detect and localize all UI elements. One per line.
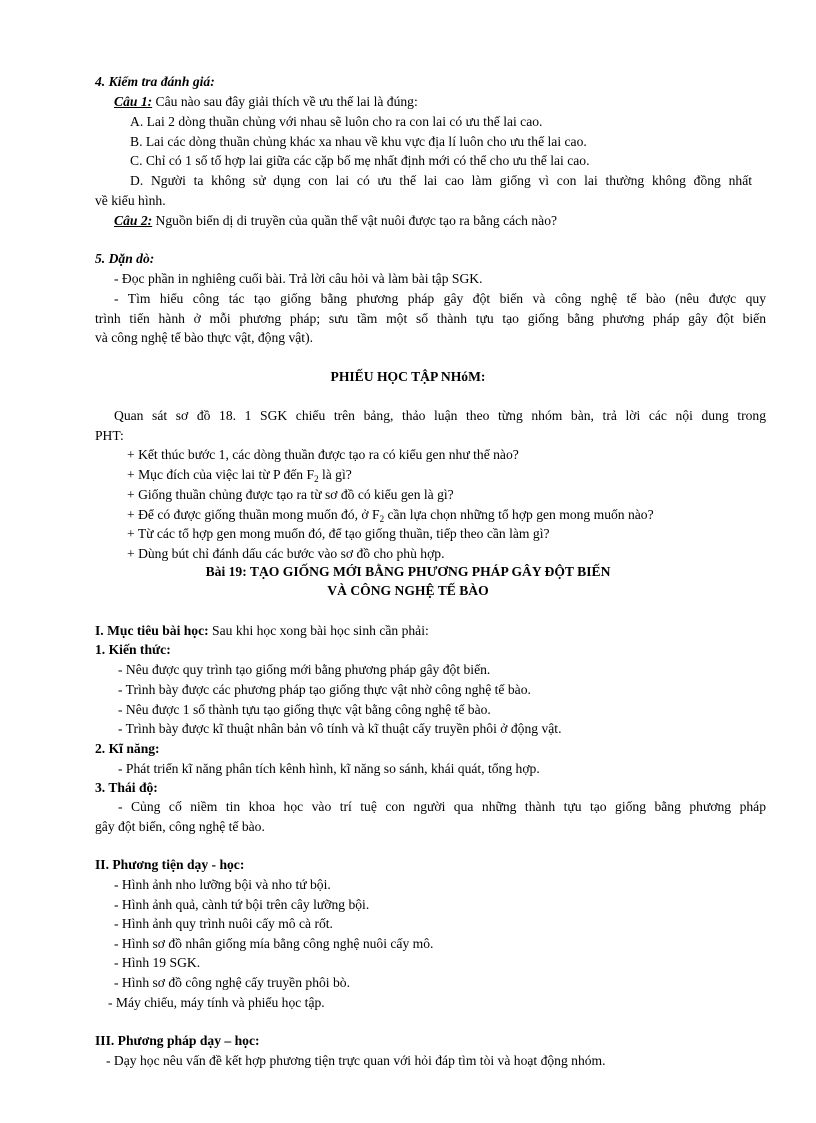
subscript: 2 xyxy=(379,514,385,524)
knowledge-heading: 1. Kiến thức: xyxy=(95,642,171,657)
question-2-label: Câu 2: xyxy=(114,213,153,228)
knowledge-item-3: - Nêu được 1 số thành tựu tạo giống thực vật bằng công nghệ tế bào. xyxy=(118,702,491,717)
worksheet-question-4-tail: cần lựa chọn những tổ hợp gen mong muốn nào? xyxy=(384,507,654,522)
worksheet-intro-line-2: PHT: xyxy=(95,428,124,443)
skills-item-1: - Phát triển kĩ năng phân tích kênh hình, kĩ năng so sánh, khái quát, tổng hợp. xyxy=(118,761,540,776)
teaching-aid-2: - Hình ảnh quả, cành tứ bội trên cây lưỡng bội. xyxy=(114,897,370,912)
teaching-aid-7: - Máy chiếu, máy tính và phiếu học tập. xyxy=(108,995,325,1010)
question-2 xyxy=(114,212,557,230)
question-2-text: Nguồn biến dị di truyền của quần thể vật nuôi được tạo ra bằng cách nào? xyxy=(152,213,558,228)
teaching-aid-4: - Hình sơ đồ nhân giống mía bằng công nghệ nuôi cấy mô. xyxy=(114,936,434,951)
option-b: B. Lai các dòng thuần chủng khác xa nhau về khu vực địa lí luôn cho ưu thế lai cao. xyxy=(130,134,587,149)
teaching-aids-heading: II. Phương tiện dạy - học: xyxy=(95,857,245,872)
worksheet-intro-line-1: Quan sát sơ đồ 18. 1 SGK chiếu trên bảng, thảo luận theo từng nhóm bàn, trả lời các nội dung trong xyxy=(114,408,766,423)
worksheet-question-5: + Từ các tổ hợp gen mong muốn đó, để tạo giống thuần, tiếp theo cần làm gì? xyxy=(127,526,550,541)
teaching-method-1: - Dạy học nêu vấn đề kết hợp phương tiện trực quan với hỏi đáp tìm tòi và hoạt động nhóm. xyxy=(106,1053,606,1068)
dan-do-item-2-line-2: trình tiến hành ở mỗi phương pháp; sưu tầm một số thành tựu tạo giống bằng phương pháp gây đột biến xyxy=(95,311,766,326)
question-1-label: Câu 1: xyxy=(114,94,153,109)
teaching-aid-1: - Hình ảnh nho lưỡng bội và nho tứ bội. xyxy=(114,877,331,892)
option-d-line-1: D. Người ta không sử dụng con lai có ưu thế lai cao làm giống vì con lai thường không đồng nhất xyxy=(130,173,752,188)
attitude-item-1-line-1: - Củng cố niềm tin khoa học vào trí tuệ con người qua những thành tựu tạo giống bằng phương pháp xyxy=(118,799,766,814)
section-heading-dan-do: 5. Dặn dò: xyxy=(95,251,155,266)
section-heading-kiem-tra: 4. Kiểm tra đánh giá: xyxy=(95,74,215,89)
skills-heading: 2. Kĩ năng: xyxy=(95,741,160,756)
objectives-label: I. Mục tiêu bài học: xyxy=(95,623,209,638)
objectives-text: Sau khi học xong bài học sinh cần phải: xyxy=(208,623,429,638)
worksheet-question-2-text: + Mục đích của việc lai từ P đến F xyxy=(127,467,315,482)
lesson-title-line-1: Bài 19: TẠO GIỐNG MỚI BẰNG PHƯƠNG PHÁP GÂY ĐỘT BIẾN xyxy=(205,564,611,579)
subscript: 2 xyxy=(314,474,319,484)
question-1 xyxy=(114,93,418,111)
teaching-aid-5: - Hình 19 SGK. xyxy=(114,955,201,970)
worksheet-question-1: + Kết thúc bước 1, các dòng thuần được tạo ra có kiểu gen như thế nào? xyxy=(127,447,519,462)
knowledge-item-1: - Nêu được quy trình tạo giống mới bằng phương pháp gây đột biến. xyxy=(118,662,491,677)
knowledge-item-4: - Trình bày được kĩ thuật nhân bản vô tính và kĩ thuật cấy truyền phôi ở động vật. xyxy=(118,721,562,736)
worksheet-question-4-text: + Để có được giống thuần mong muốn đó, ở F xyxy=(127,507,380,522)
option-d-line-2: về kiểu hình. xyxy=(95,193,166,208)
knowledge-item-2: - Trình bày được các phương pháp tạo giống thực vật nhờ công nghệ tế bào. xyxy=(118,682,531,697)
dan-do-item-2-line-1: - Tìm hiểu công tác tạo giống bằng phương pháp gây đột biến và công nghệ tế bào (nêu được quy xyxy=(114,291,766,306)
lesson-title-line-2: VÀ CÔNG NGHỆ TẾ BÀO xyxy=(327,583,489,598)
option-a: A. Lai 2 dòng thuần chủng với nhau sẽ luôn cho ra con lai có ưu thế lai cao. xyxy=(130,114,543,129)
teaching-methods-heading: III. Phương pháp dạy – học: xyxy=(95,1033,260,1048)
teaching-aid-6: - Hình sơ đồ công nghệ cấy truyền phôi bò. xyxy=(114,975,350,990)
attitude-item-1-line-2: gây đột biến, công nghệ tế bào. xyxy=(95,819,265,834)
option-c: C. Chỉ có 1 số tổ hợp lai giữa các cặp bố mẹ nhất định mới có thể cho ưu thế lai cao. xyxy=(130,153,590,168)
question-1-text: Câu nào sau đây giải thích về ưu thế lai là đúng: xyxy=(152,94,418,109)
worksheet-title: PHIẾU HỌC TẬP NHóM: xyxy=(330,369,486,384)
worksheet-question-2 xyxy=(127,466,352,484)
worksheet-question-3: + Giống thuần chủng được tạo ra từ sơ đồ có kiểu gen là gì? xyxy=(127,487,454,502)
teaching-aid-3: - Hình ảnh quy trình nuôi cấy mô cà rốt. xyxy=(114,916,333,931)
worksheet-question-2-tail: là gì? xyxy=(318,467,352,482)
dan-do-item-2-line-3: và công nghệ tế bào thực vật, động vật). xyxy=(95,330,314,345)
dan-do-item-1: - Đọc phần in nghiêng cuối bài. Trả lời câu hỏi và làm bài tập SGK. xyxy=(114,271,483,286)
worksheet-question-4 xyxy=(127,506,654,524)
worksheet-question-6: + Dùng bút chỉ đánh dấu các bước vào sơ đồ cho phù hợp. xyxy=(127,546,445,561)
objectives-heading xyxy=(95,622,429,640)
attitude-heading: 3. Thái độ: xyxy=(95,780,158,795)
